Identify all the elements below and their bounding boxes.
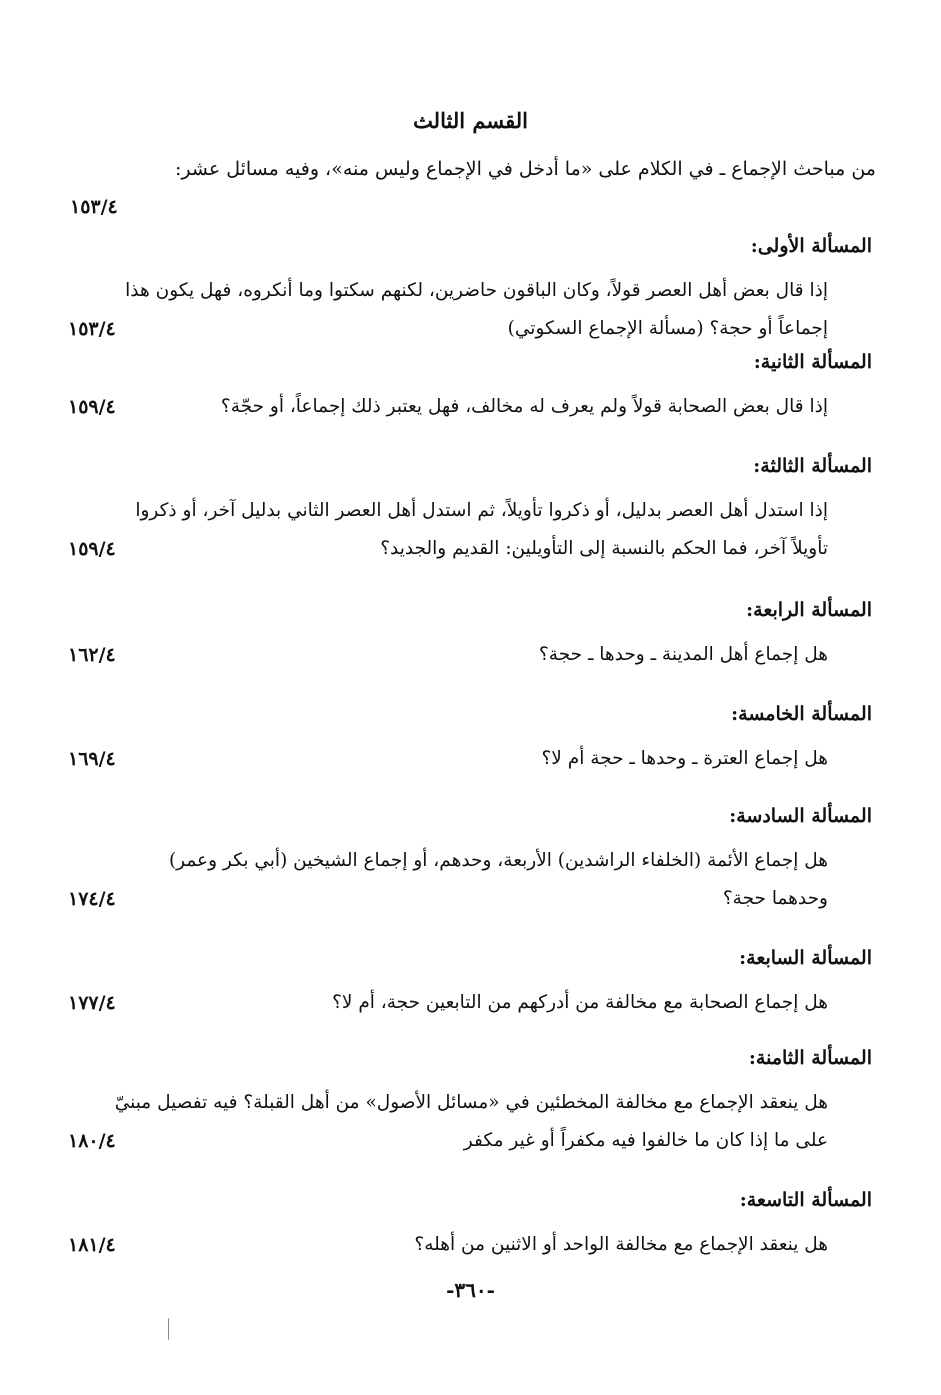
question-reference: ١٥٣/٤ <box>68 318 116 340</box>
question-text: إذا قال بعض أهل العصر قولاً، وكان الباقون حاضرين، لكنهم سكتوا وما أنكروه، فهل يكون هذا إجماعاً أو حجة؟ (مسألة الإجماع السكوتي) <box>125 280 828 339</box>
question-9 <box>40 1182 872 1264</box>
question-heading: المسألة التاسعة: <box>739 1189 872 1211</box>
scan-mark <box>168 1318 171 1340</box>
question-reference: ١٦٢/٤ <box>68 644 116 666</box>
question-2 <box>40 344 872 426</box>
question-reference: ١٥٩/٤ <box>68 396 116 418</box>
question-reference: ١٨١/٤ <box>68 1234 116 1256</box>
question-6 <box>40 798 872 918</box>
intro-reference: ١٥٣/٤ <box>70 196 118 218</box>
question-body <box>40 984 828 1022</box>
question-1 <box>40 228 872 348</box>
question-heading: المسألة الثامنة: <box>748 1047 872 1069</box>
question-body <box>40 1084 828 1160</box>
question-heading: المسألة الخامسة: <box>731 703 872 725</box>
question-text: هل ينعقد الإجماع مع مخالفة المخطئين في «مسائل الأصول» من أهل القبلة؟ فيه تفصيل مبنيّ على ما إذا كان ما خالفوا فيه مكفراً أو غير مكفر <box>114 1092 828 1151</box>
intro-paragraph: من مباحث الإجماع ـ في الكلام على «ما أدخل في الإجماع وليس منه»، وفيه مسائل عشر: <box>175 158 876 180</box>
question-8 <box>40 1040 872 1160</box>
question-body <box>40 740 828 778</box>
question-heading: المسألة السادسة: <box>729 805 872 827</box>
question-body <box>40 842 828 918</box>
question-text: إذا استدل أهل العصر بدليل، أو ذكروا تأويلاً، ثم استدل أهل العصر الثاني بدليل آخر، أو ذكروا تأويلاً آخر، فما الحكم بالنسبة إلى التأويلين: القديم والجديد؟ <box>135 500 828 559</box>
question-reference: ١٨٠/٤ <box>68 1130 116 1152</box>
question-7 <box>40 940 872 1022</box>
question-heading: المسألة الأولى: <box>750 235 872 257</box>
question-3 <box>40 448 872 568</box>
question-text: هل إجماع أهل المدينة ـ وحدها ـ حجة؟ <box>538 644 828 665</box>
question-text: هل إجماع العترة ـ وحدها ـ حجة أم لا؟ <box>541 748 828 769</box>
question-text: هل إجماع الأئمة (الخلفاء الراشدين) الأربعة، وحدهم، أو إجماع الشيخين (أبي بكر وعمر) وحدهما حجة؟ <box>168 850 828 909</box>
question-4 <box>40 592 872 674</box>
question-text: هل إجماع الصحابة مع مخالفة من أدركهم من التابعين حجة، أم لا؟ <box>332 992 828 1013</box>
question-body <box>40 272 828 348</box>
question-5 <box>40 696 872 778</box>
question-reference: ١٧٧/٤ <box>68 992 116 1014</box>
question-body <box>40 636 828 674</box>
section-title: القسم الثالث <box>413 108 528 133</box>
question-heading: المسألة الثالثة: <box>753 455 872 477</box>
question-reference: ١٧٤/٤ <box>68 888 116 910</box>
question-body <box>40 388 828 426</box>
question-text: هل ينعقد الإجماع مع مخالفة الواحد أو الاثنين من أهله؟ <box>414 1234 828 1255</box>
question-body <box>40 1226 828 1264</box>
question-reference: ١٦٩/٤ <box>68 748 116 770</box>
question-heading: المسألة الرابعة: <box>746 599 872 621</box>
question-reference: ١٥٩/٤ <box>68 538 116 560</box>
page-number: -٣٦٠- <box>446 1278 495 1302</box>
question-heading: المسألة الثانية: <box>753 351 872 373</box>
question-heading: المسألة السابعة: <box>739 947 872 969</box>
question-body <box>40 492 828 568</box>
question-text: إذا قال بعض الصحابة قولاً ولم يعرف له مخالف، فهل يعتبر ذلك إجماعاً، أو حجّة؟ <box>220 396 828 417</box>
